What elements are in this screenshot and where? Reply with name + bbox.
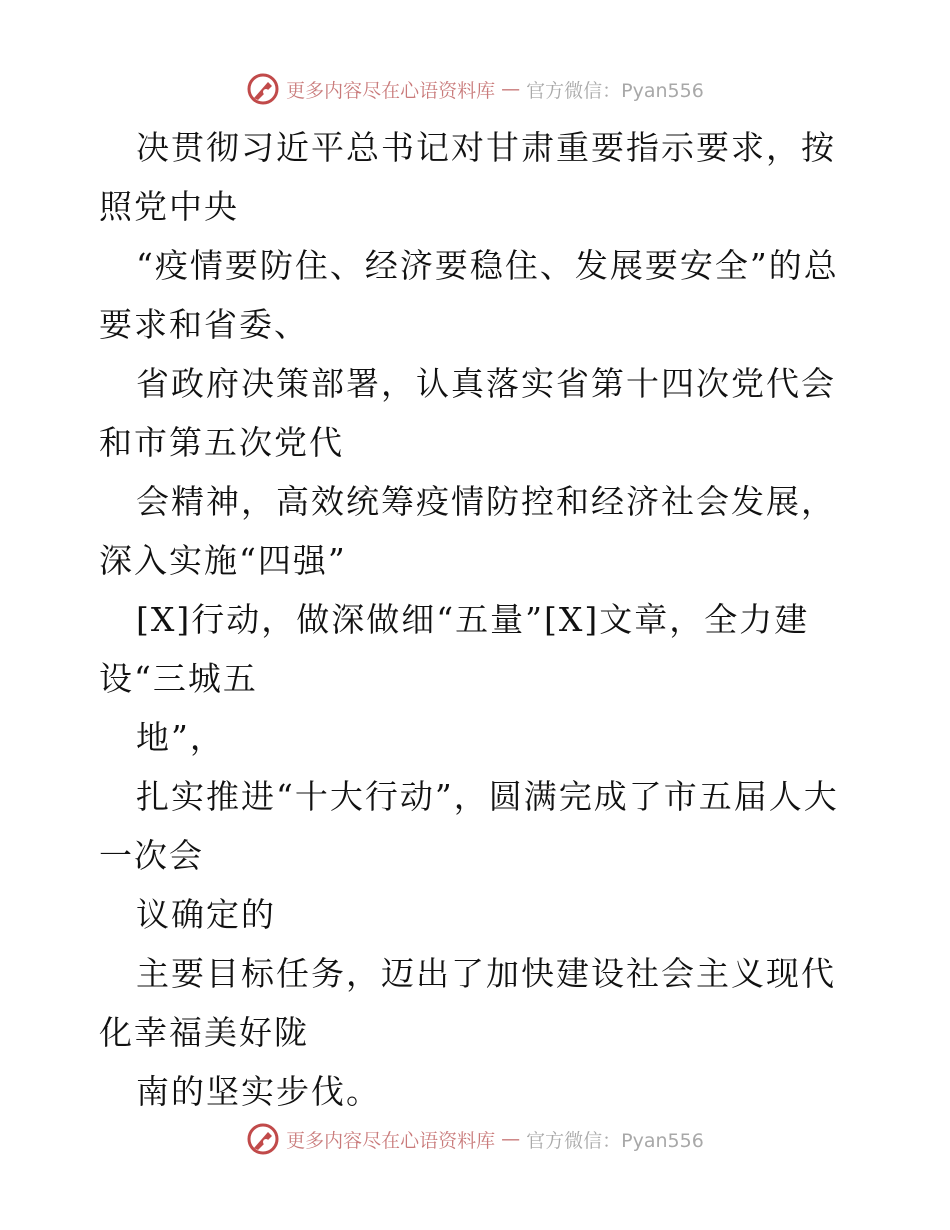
paragraph-4: 会精神，高效统筹疫情防控和经济社会发展，深入实施“四强” (99, 482, 836, 580)
paragraph-3: 省政府决策部署，认真落实省第十四次党代会和市第五次党代 (99, 364, 836, 462)
footer-watermark (0, 1122, 950, 1156)
paragraph-6: 地”， (136, 718, 225, 757)
header-dash: — (501, 78, 521, 100)
header-wechat-text: 官方微信：Pyan556 (526, 79, 704, 102)
header-watermark (0, 72, 950, 106)
header-brand-text: 更多内容尽在心语资料库 (286, 79, 496, 102)
footer-brand-text: 更多内容尽在心语资料库 (286, 1129, 496, 1152)
paragraph-8: 议确定的 (136, 895, 276, 934)
paragraph-5: [X]行动，做深做细“五量”[X]文章，全力建设“三城五 (99, 600, 810, 698)
paragraph-9: 主要目标任务，迈出了加快建设社会主义现代化幸福美好陇 (99, 954, 836, 1052)
pen-logo-icon (246, 72, 280, 106)
footer-dash: — (501, 1128, 521, 1150)
paragraph-7: 扎实推进“十大行动”，圆满完成了市五届人大一次会 (99, 777, 839, 875)
paragraph-10: 南的坚实步伐。 (136, 1072, 381, 1111)
paragraph-1: 决贯彻习近平总书记对甘肃重要指示要求，按照党中央 (99, 128, 836, 226)
document-body (99, 118, 859, 1121)
paragraph-2: “疫情要防住、经济要稳住、发展要安全”的总要求和省委、 (99, 246, 839, 344)
footer-wechat-text: 官方微信：Pyan556 (526, 1129, 704, 1152)
pen-logo-icon (246, 1122, 280, 1156)
